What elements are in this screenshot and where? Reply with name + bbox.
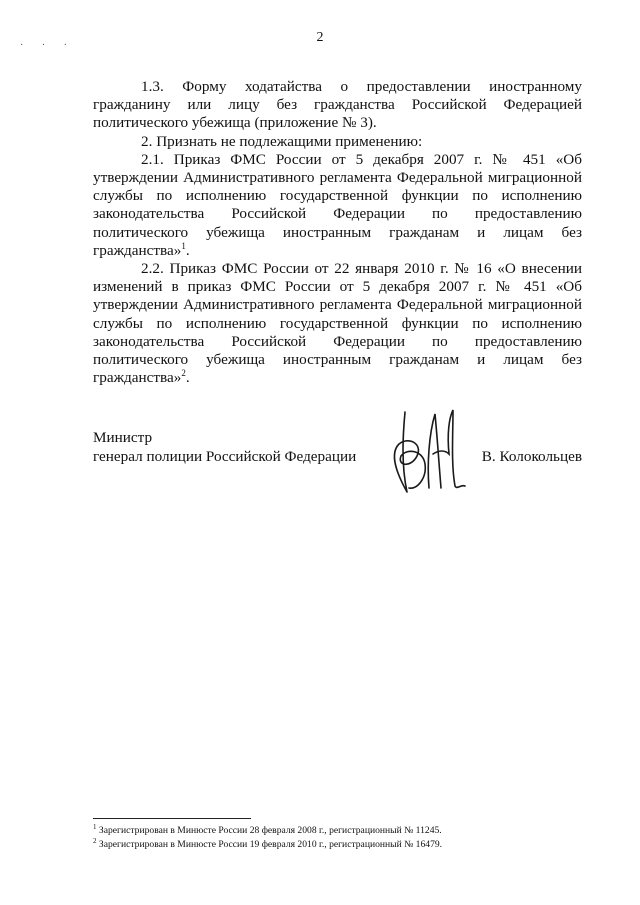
footnote-divider [93,818,251,819]
paragraph-1-3 [93,78,582,133]
footnote-mark: 2 [93,836,97,845]
paragraph-text: 2.1. Приказ ФМС России от 5 декабря 2007 г. № 451 «Об утверждении Административного регламента Федеральной миграционной службы по исполнению государственной функции по исполнению законодательства Российской Федерации по предоставлению политического убежища иностранным гражданам и лицам без гражданства» [93,150,582,259]
paragraph-text: 1.3. Форму ходатайства о предоставлении иностранному гражданину или лицу без гражданства Российской Федерацией политического убежища (приложение № 3). [93,78,582,132]
paragraph-2-1 [93,151,582,260]
paragraph-text: 2. Признать не подлежащими применению: [141,132,423,150]
paragraph-2 [93,133,582,151]
footnote-mark: 1 [93,822,97,831]
footnote-ref-1: 1 [181,240,186,251]
body-text [93,78,582,387]
paragraph-text: 2.2. Приказ ФМС России от 22 января 2010 г. № 16 «О внесении изменений в приказ ФМС России от 5 декабря 2007 г. № 451 «Об утверждении Административного регламента Федеральной миграционной службы по исполнению государственной функции по исполнению законодательства Российской Федерации по предоставлению политического убежища иностранным гражданам и лицам без гражданства» [93,260,582,387]
page-number: 2 [316,30,324,45]
footnote-1 [93,824,582,838]
signatory-title: Министр [93,429,153,446]
paragraph-tail: . [185,241,190,259]
signature-block [93,428,582,498]
paragraph-2-2 [93,260,582,387]
paragraph-tail: . [185,369,190,387]
footnotes [93,824,582,852]
scan-specks: · · · [20,40,75,51]
footnote-2 [93,838,582,852]
footnote-ref-2: 2 [181,368,186,379]
signatory-rank: генерал полиции Российской Федерации [93,448,357,465]
footnote-text: Зарегистрирован в Минюсте России 28 февраля 2008 г., регистрационный № 11245. [98,825,442,836]
handwritten-signature [383,404,473,504]
footnote-text: Зарегистрирован в Минюсте России 19 февраля 2010 г., регистрационный № 16479. [98,839,443,850]
signatory-name: В. Колокольцев [481,448,582,465]
